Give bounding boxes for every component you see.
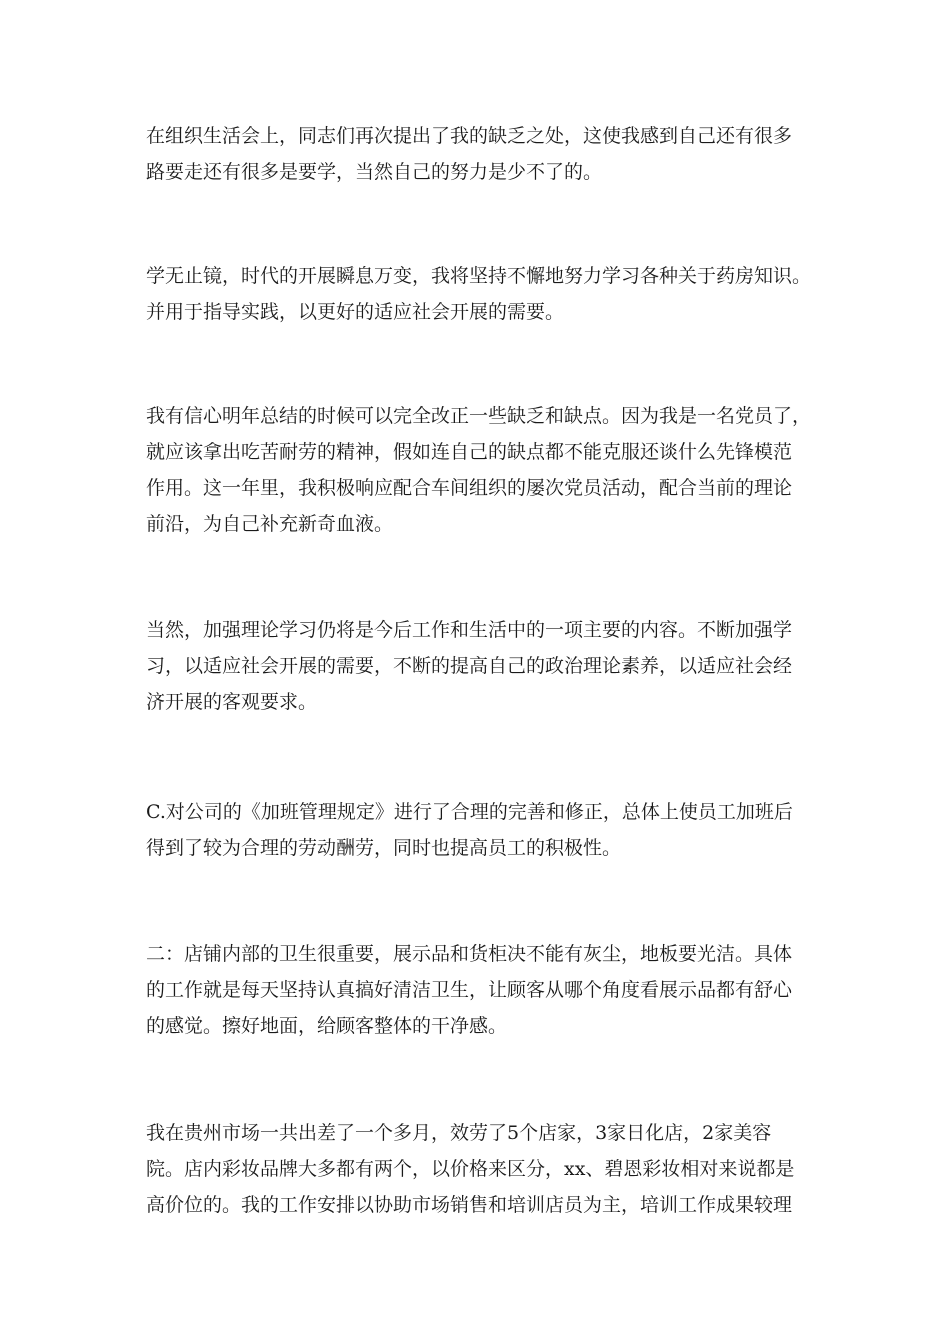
paragraph-line: 得到了较为合理的劳动酬劳，同时也提高员工的积极性。: [146, 837, 622, 859]
paragraph-line: 的感觉。擦好地面，给顾客整体的干净感。: [146, 1015, 508, 1037]
paragraph-line: 当然，加强理论学习仍将是今后工作和生活中的一项主要的内容。不断加强学: [146, 619, 793, 641]
paragraph-line: 院。店内彩妆品牌大多都有两个，以价格来区分，xx、碧恩彩妆相对来说都是: [146, 1158, 795, 1180]
paragraph-line: 作用。这一年里，我积极响应配合车间组织的屡次党员活动，配合当前的理论: [146, 477, 793, 499]
paragraph-line: 济开展的客观要求。: [146, 691, 318, 713]
paragraph-line: 学无止镜，时代的开展瞬息万变，我将坚持不懈地努力学习各种关于药房知识。: [146, 265, 812, 287]
paragraph-5: [146, 794, 826, 866]
paragraph-line: 前沿，为自己补充新奇血液。: [146, 513, 394, 535]
paragraph-line: 我有信心明年总结的时候可以完全改正一些缺乏和缺点。因为我是一名党员了，: [146, 405, 812, 427]
paragraph-7: [146, 1115, 826, 1223]
paragraph-line: 路要走还有很多是要学，当然自己的努力是少不了的。: [146, 161, 603, 183]
paragraph-4: [146, 612, 826, 720]
paragraph-line: C.对公司的《加班管理规定》进行了合理的完善和修正，总体上使员工加班后: [146, 801, 793, 823]
paragraph-line: 我在贵州市场一共出差了一个多月，效劳了5个店家，3家日化店，2家美容: [146, 1122, 772, 1144]
paragraph-line: 就应该拿出吃苦耐劳的精神，假如连自己的缺点都不能克服还谈什么先锋模范: [146, 441, 793, 463]
paragraph-line: 的工作就是每天坚持认真搞好清洁卫生，让顾客从哪个角度看展示品都有舒心: [146, 979, 793, 1001]
paragraph-3: [146, 398, 826, 542]
paragraph-line: 高价位的。我的工作安排以协助市场销售和培训店员为主，培训工作成果较理: [146, 1194, 793, 1216]
paragraph-1: [146, 118, 826, 190]
paragraph-2: [146, 258, 826, 330]
paragraph-6: [146, 936, 826, 1044]
paragraph-line: 在组织生活会上，同志们再次提出了我的缺乏之处，这使我感到自己还有很多: [146, 125, 793, 147]
paragraph-line: 并用于指导实践，以更好的适应社会开展的需要。: [146, 301, 565, 323]
paragraph-line: 二：店铺内部的卫生很重要，展示品和货柜决不能有灰尘，地板要光洁。具体: [146, 943, 793, 965]
paragraph-line: 习，以适应社会开展的需要，不断的提高自己的政治理论素养，以适应社会经: [146, 655, 793, 677]
